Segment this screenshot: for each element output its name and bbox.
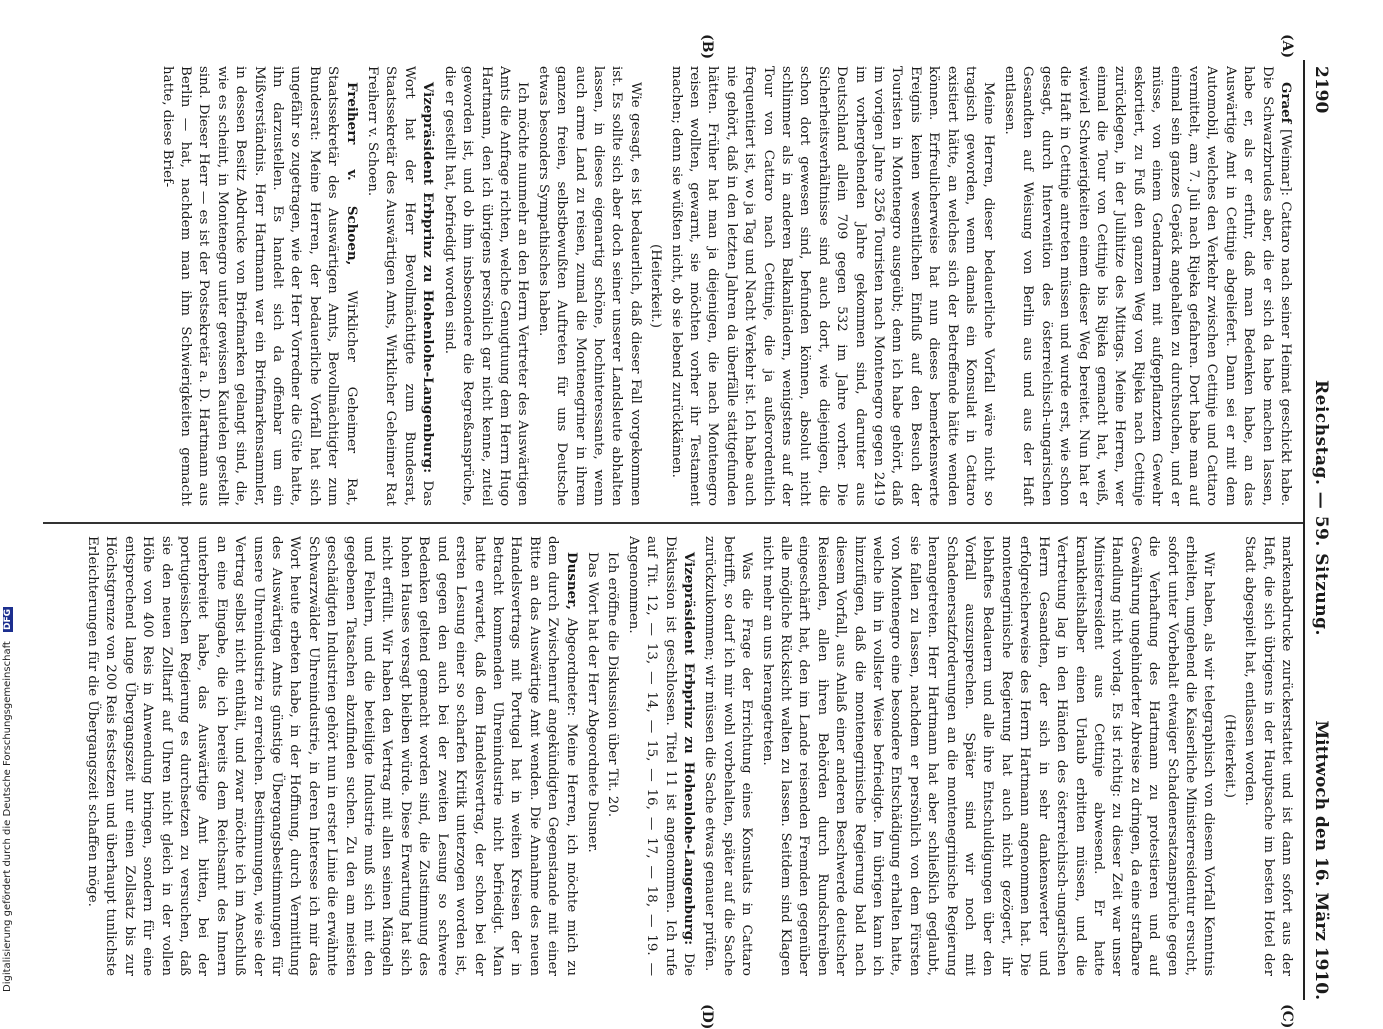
paragraph (1240, 536, 1295, 976)
paragraph-text: Wie gesagt, es ist bedauerlich, daß dieser Fall vorgekommen ist. Es sollte sich aber doch seiner unserer Landsleute abhalten lassen, in dieses eigenartig schöne, hochinteressante, wenn auch arme Land zu reisen, zumal die Montenegriner in ihrem ganzen freien, selbstbewußten Auftreten für uns Deutsche etwas besonders Sympathisches haben. (535, 66, 643, 506)
margin-mark-b: (B) (699, 34, 715, 60)
paragraph-text: Wir haben, als wir telegraphisch von diesem Vorfall Kenntnis erhielten, umgehend die Kaiserliche Ministerresidentur ersucht, sofort unter Vorbehalt etwaiger Schadenersatzansprüche gegen die Verhaftung des Hartmann zu protestieren und auf Gewährung ungehinderter Abreise zu dringen, da eine strafbare Handlung nicht vorlag. Es ist richtig: zu dieser Zeit war unser Ministerresident aus Cettinje abwesend. Er hatte krankheitshalber einen Urlaub erbitten müssen, und die Vertretung lag in den Händen des österreichisch-ungarischen Herrn Gesandten, der sich in sehr dankenswerter und erfolgreicherweise des Herrn Hartmann angenommen hat. Die montenegrinische Regierung hat auch nicht gezögert, ihr lebhaftes Bedauern und alle ihre Entschuldigungen über den Vorfall auszusprechen. Später sind wir noch mit Schadenersatzforderungen an die montenegrinische Regierung herangetreten. Herr Hartmann hat aber schließlich geglaubt, sie fallen zu lassen, nachdem er persönlich von dem Fürsten von Montenegro eine besondere Entschädigung erhalten hatte, welche ihn in vollster Weise befriedigte. Im übrigen kann ich hinzufügen, daß die montenegrinische Regierung bald nach diesem Vorfall, aus Anlaß einer anderen Beschwerde deutscher Reisenden, allen ihren Behörden durch Rundschreiben eingeschärft hat, den im Lande reisenden Fremden gegenüber alle mögliche Rücksicht walten zu lassen. Seitdem sind Klagen nicht mehr an uns herangetreten. (759, 536, 1217, 976)
page-number: 2190 (1311, 66, 1331, 114)
digitization-footer (0, 0, 20, 1000)
footer-credit: Digitalisierung gefördert durch die Deutsche Forschungsgemeinschaft (2, 641, 13, 992)
paragraph-text: markenabdrucke zurückerstattet und ist dann sofort aus der Haft, die sich übrigens in der Hauptsache im besten Hotel der Stadt abgespielt hat, entlassen worden. (1242, 536, 1294, 976)
paragraph-text: Ich möchte nunmehr an den Herrn Vertreter des Auswärtigen Amts die Anfrage richten, welche Genugtuung dem Herrn Hugo Hartmann, den ich übrigens persönlich gar nicht kenne, zuteil geworden ist, und ob ihm insbesondere die Regreßansprüche, die er gestellt hat, befriedigt worden sind. (441, 66, 531, 506)
speaker-name: Dusner, (563, 552, 580, 618)
dfg-logo: DFG (3, 608, 13, 630)
speaker-name: Graef (1278, 82, 1294, 130)
paragraph (533, 66, 643, 506)
paragraph (83, 536, 581, 976)
paragraph-text: [Weimar]: Cattaro nach seiner Heimat geschickt habe. Die Schwarzbrudes aber, die er sich da habe machen lassen, habe er, als er erfuhr, daß man Bedenken habe, an das Auswärtige Amt in Cettinje abgeliefert. Dann sei er mit dem Automobil, welches den Verkehr zwischen Cettinje und Cattaro vermittelt, am 7. Juli nach Rijeka gefahren. Dort habe man auf einmal sein ganzes Gepäck angehalten zu durchsuchen, und er müsse, von einem Gendarmen mit aufgepflanztem Gewehr eskortiert, zu Fuß den ganzen Weg von Rijeka nach Cettinje zurücklegen, in der Julihitze des Mittags. Meine Herren, wer einmal die Tour von Cettinje bis Rijeka gemacht hat, weiß, wieviel Schwierigkeiten einem dieser Weg bereitet. Nun hat er die Haft in Cettinje antreten müssen und wurde erst, wie schon gesagt, durch Intervention des österreichisch-ungarischen Gesandten auf Weisung von Berlin aus und aus der Haft entlassen. (1001, 66, 1293, 506)
paragraph-text: Was die Frage der Errichtung eines Konsulats in Cattaro betrifft, so darf ich mir wohl vorbehalten, später auf die Sache zurückzukommen; wir müssen die Sache etwas genauer prüfen. (702, 536, 755, 976)
paragraph (666, 66, 997, 506)
paragraph (603, 536, 621, 976)
paragraph (1000, 66, 1296, 506)
paragraph (757, 536, 1217, 976)
paragraph-text: Meine Herren, dieser bedauerliche Vorfall wäre nicht so tragisch geworden, wenn damals ein Konsulat in Cattaro existiert hätte, an welches sich der Betreffende hätte wenden können. Erfreulicherweise hat nun dieses bemerkenswerte Ereignis keinen wesentlichen Einfluß auf den Besuch der Touristen in Montenegro ausgeübt; denn ich habe gehört, daß im vorigen Jahre 3256 Touristen nach Montenegro gegen 2419 im vorhergehenden Jahre gekommen sind, darunter aus Deutschland allein 709 gegen 532 im Jahre vorher. Die Sicherheitsverhältnisse sind auch dort, wie diejenigen, die schon dort gewesen sind, befunden können, absolut nicht schlimmer als in anderen Balkanländern, wenigstens auf der Tour von Cattaro nach Cettinje, die ja außerordentlich frequentiert ist, wo ja Tag und Nacht Verkehr ist. Ich habe auch nie gehört, daß in den letzten Jahren da überfälle stattgefunden hätten. Früher hat man ja diejenigen, die nach Montenegro reisen wollten, gewarnt, sie möchten vorher ihr Testament machen; denn sie wüßten nicht, ob sie lebend zurückkämen. (668, 66, 997, 506)
header-title: Reichstag. — 59. Sitzung. (1311, 380, 1331, 636)
paragraph-text: (Heiterkeit.) (1221, 714, 1237, 798)
paragraph-text: Das Wort hat der Herr Bevollmächtigte zum Bundesrat, Staatssekretär des Auswärtigen Amts, Wirklicher Geheimer Rat Freiherr v. Schoen. (365, 66, 436, 506)
paragraph-text: (Heiterkeit.) (648, 244, 664, 328)
paragraph (623, 536, 698, 976)
paragraph-text: Das Wort hat der Herr Abgeordnete Dusner. (584, 552, 600, 853)
paragraph-text: Die Diskussion ist geschlossen. Titel 11 ist angenommen. Ich rufe auf Tit. 12, — 13, — 14, — 15, — 16, — 17, — 18, — 19. — Angenommen. (625, 536, 696, 976)
margin-mark-c: (C) (1279, 1004, 1295, 1029)
column-divider (43, 522, 1303, 524)
paragraph (363, 66, 438, 506)
paragraph-text: Ich eröffne die Diskussion über Tit. 20. (605, 552, 621, 818)
paragraph (439, 66, 531, 506)
speaker-name: Vizepräsident Erbprinz zu Hohenlohe-Langenburg: (681, 552, 697, 954)
header-date: Mittwoch den 16. März 1910. (1311, 720, 1331, 1000)
header-rule (1303, 60, 1305, 1000)
right-column (55, 536, 1295, 976)
paragraph (583, 536, 601, 976)
paragraph (646, 66, 664, 506)
margin-mark-d: (D) (699, 1004, 715, 1029)
footer-text-block (2, 607, 13, 992)
rotated-document (35, 34, 1335, 1029)
paragraph (1219, 536, 1237, 976)
paragraph-text: Abgeordneter: Meine Herren, ich möchte mich zu dem durch Zwischenruf angekündigten Gegenstande mit einer Bitte an das Auswärtige Amt wenden. Die Annahme des neuen Handelsvertrags mit Portugal hat in weiten Kreisen der in Betracht kommenden Uhrenindustrie nicht befriedigt. Man hatte erwartet, daß dem Handelsvertrag, der schon bei der ersten Lesung einer so scharfen Kritik unterzogen worden ist, und gegen den auch bei der zweiten Lesung so schwere Bedenken geltend gemacht worden sind, die Zustimmung des hohen Hauses versagt bleiben würde. Diese Erwartung hat sich nicht erfüllt. Wir haben den Vertrag mit allen seinen Mängeln und Fehlern, und die beteiligte Industrie muß sich mit den gegebenen Tatsachen abzufinden suchen. Zu den am meisten geschädigten Industrien gehört nun in erster Linie die erwähnte Schwarzwälder Uhrenindustrie, in deren Interesse ich mir das Wort heute erbeten habe, in der Hoffnung, durch Vermittlung des Auswärtigen Amts günstige Übergangsbestimmungen für unsere Uhrenindustrie zu erreichen. Bestimmungen, wie sie der Vertrag selbst nicht enthält, und zwar möchte ich im Anschluß an eine Eingabe, die ich bereits dem Reichsamt des Innern unterbreitet habe, das Auswärtige Amt bitten, bei der portugiesischen Regierung es durchsetzen zu versuchen, daß sie den neuen Zolltarif auf Uhren nicht gleich in der vollen Höhe von 400 Reis in Anwendung bringen, sondern für eine entsprechend lange Übergangszeit nur einen Zollsatz bis zur Höchstgrenze von 200 Reis festsetzen und überhaupt tunlichste Erleichterungen für die Übergangszeit schaffen möge. (85, 536, 579, 976)
left-column (55, 66, 1295, 506)
paragraph-text: Wirklicher Geheimer Rat, Staatssekretär des Auswärtigen Amts, Bevollmächtigter zum Bundesrat: Meine Herren, der bedauerliche Vorfall hat sich ungefähr so zugetragen, wie der Herr Vorredner die Güte hatte, ihn darzustellen. Es handelt sich da offenbar um ein Mißverständnis. Herr Hartmann war ein Briefmarkensammler, in dessen Besitz Abdrucke von Briefmarken gelangt sind, die, wie es scheint, in Montenegro unter gewissen Kautelen gestellt sind. Dieser Herr — es ist der Postsekretär a. D. Hartmann aus Berlin — hat, nachdem man ihm Schwierigkeiten gemacht hatte, diese Brief- (159, 66, 359, 506)
speaker-name: Vizepräsident Erbprinz zu Hohenlohe-Langenburg: (420, 82, 437, 481)
speaker-name: Freiherr v. Schoen, (343, 82, 360, 291)
paragraph (157, 66, 360, 506)
page-header (1307, 60, 1335, 1000)
margin-mark-a: (A) (1279, 34, 1295, 59)
paragraph (700, 536, 755, 976)
